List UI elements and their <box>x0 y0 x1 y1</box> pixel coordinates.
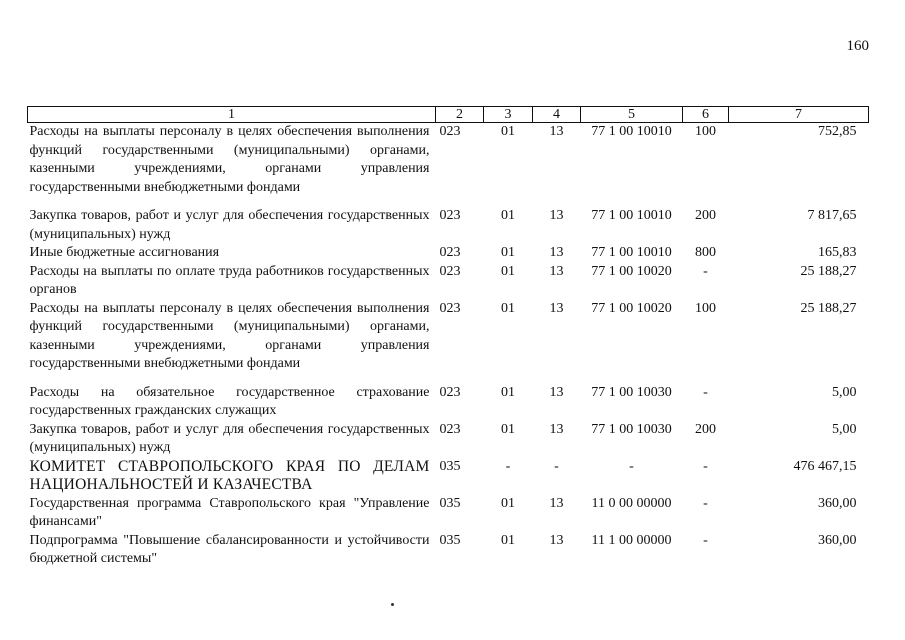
ministry-code: 035 <box>439 495 461 511</box>
table-row <box>28 263 869 300</box>
subsection-code: 13 <box>549 245 564 260</box>
amount: 752,85 <box>818 124 857 139</box>
expense-name: Расходы на выплаты персоналу в целях обеспечения выполнения функций государственными (муниципальными) органами, казенными учреждениями, органами управления государственными внебюджетными фондами <box>29 300 430 371</box>
expense-name: Расходы на обязательное государственное страхование государственных гражданских служащих <box>29 384 430 418</box>
column-header-4: 4 <box>533 107 581 123</box>
section-code: 01 <box>501 300 515 316</box>
column-header-3: 3 <box>484 107 533 123</box>
amount: 360,00 <box>818 532 857 548</box>
expense-type-code: 100 <box>695 124 716 139</box>
table-row <box>28 495 869 532</box>
section-code: 01 <box>501 532 515 548</box>
section-code: 01 <box>501 208 515 223</box>
target-article-code: - <box>629 458 634 474</box>
section-code: 01 <box>501 124 515 139</box>
column-header-1: 1 <box>28 107 436 123</box>
expense-name: Расходы на выплаты по оплате труда работников государственных органов <box>29 263 430 297</box>
ministry-code: 023 <box>439 208 461 223</box>
ministry-code: 023 <box>439 263 461 279</box>
amount: 476 467,15 <box>793 458 857 474</box>
table-row <box>28 123 869 208</box>
table-row <box>28 532 869 569</box>
ministry-code: 023 <box>439 384 461 400</box>
column-header-2: 2 <box>436 107 484 123</box>
ministry-code: 023 <box>439 124 461 139</box>
expense-type-code: 800 <box>695 245 716 260</box>
amount: 5,00 <box>832 384 857 400</box>
expense-type-code: 100 <box>695 300 716 316</box>
expense-type-code: - <box>703 495 708 511</box>
expense-type-code: 200 <box>695 421 716 437</box>
section-code: 01 <box>501 384 515 400</box>
amount: 165,83 <box>818 245 857 260</box>
subsection-code: 13 <box>549 384 564 400</box>
expense-name: Закупка товаров, работ и услуг для обеспечения государственных (муниципальных) нужд <box>29 421 430 455</box>
target-article-code: 11 1 00 00000 <box>591 532 672 548</box>
target-article-code: 77 1 00 10010 <box>591 245 672 260</box>
subsection-code: - <box>554 458 559 474</box>
expense-name: Закупка товаров, работ и услуг для обеспечения государственных (муниципальных) нужд <box>29 208 430 242</box>
target-article-code: 77 1 00 10020 <box>591 263 672 279</box>
page-number: 160 <box>846 38 869 54</box>
expense-name: Расходы на выплаты персоналу в целях обеспечения выполнения функций государственными (муниципальными) органами, казенными учреждениями, органами управления государственными внебюджетными фондами <box>29 124 430 195</box>
expense-name: Подпрограмма "Повышение сбалансированности и устойчивости бюджетной системы" <box>29 532 430 566</box>
section-code: 01 <box>501 263 515 279</box>
expense-name: Иные бюджетные ассигнования <box>29 245 220 260</box>
table-row <box>28 458 869 495</box>
table-row <box>28 207 869 244</box>
ministry-code: 035 <box>439 458 461 474</box>
target-article-code: 77 1 00 10020 <box>591 300 672 316</box>
section-code: 01 <box>501 495 515 511</box>
expense-type-code: - <box>703 384 708 400</box>
ministry-code: 023 <box>439 421 461 437</box>
expense-type-code: 200 <box>695 208 716 223</box>
table-row <box>28 244 869 263</box>
expense-type-code: - <box>703 532 708 548</box>
table-header-row <box>28 107 869 123</box>
amount: 25 188,27 <box>800 300 857 316</box>
amount: 5,00 <box>832 421 857 437</box>
expense-type-code: - <box>703 263 708 279</box>
expense-name: Государственная программа Ставропольского края "Управление финансами" <box>29 495 430 529</box>
ministry-code: 023 <box>439 245 461 260</box>
table-row <box>28 300 869 384</box>
subsection-code: 13 <box>549 532 564 548</box>
column-header-7: 7 <box>729 107 869 123</box>
table-row <box>28 384 869 421</box>
column-header-5: 5 <box>581 107 683 123</box>
ministry-name: КОМИТЕТ СТАВРОПОЛЬСКОГО КРАЯ ПО ДЕЛАМ НАЦИОНАЛЬНОСТЕЙ И КАЗАЧЕСТВА <box>29 457 430 493</box>
subsection-code: 13 <box>549 421 564 437</box>
target-article-code: 77 1 00 10030 <box>591 421 672 437</box>
ministry-code: 023 <box>439 300 461 316</box>
column-header-6: 6 <box>683 107 729 123</box>
target-article-code: 11 0 00 00000 <box>591 495 672 511</box>
target-article-code: 77 1 00 10030 <box>591 384 672 400</box>
subsection-code: 13 <box>549 124 564 139</box>
amount: 25 188,27 <box>800 263 857 279</box>
section-code: 01 <box>501 421 515 437</box>
section-code: 01 <box>501 245 515 260</box>
budget-table <box>27 106 869 569</box>
amount: 7 817,65 <box>807 208 857 223</box>
subsection-code: 13 <box>549 300 564 316</box>
subsection-code: 13 <box>549 263 564 279</box>
target-article-code: 77 1 00 10010 <box>591 124 672 139</box>
table-row <box>28 421 869 458</box>
subsection-code: 13 <box>549 208 564 223</box>
expense-type-code: - <box>703 458 708 474</box>
amount: 360,00 <box>818 495 857 511</box>
ministry-code: 035 <box>439 532 461 548</box>
scan-speck <box>391 603 394 606</box>
section-code: - <box>505 458 511 474</box>
subsection-code: 13 <box>549 495 564 511</box>
target-article-code: 77 1 00 10010 <box>591 208 672 223</box>
